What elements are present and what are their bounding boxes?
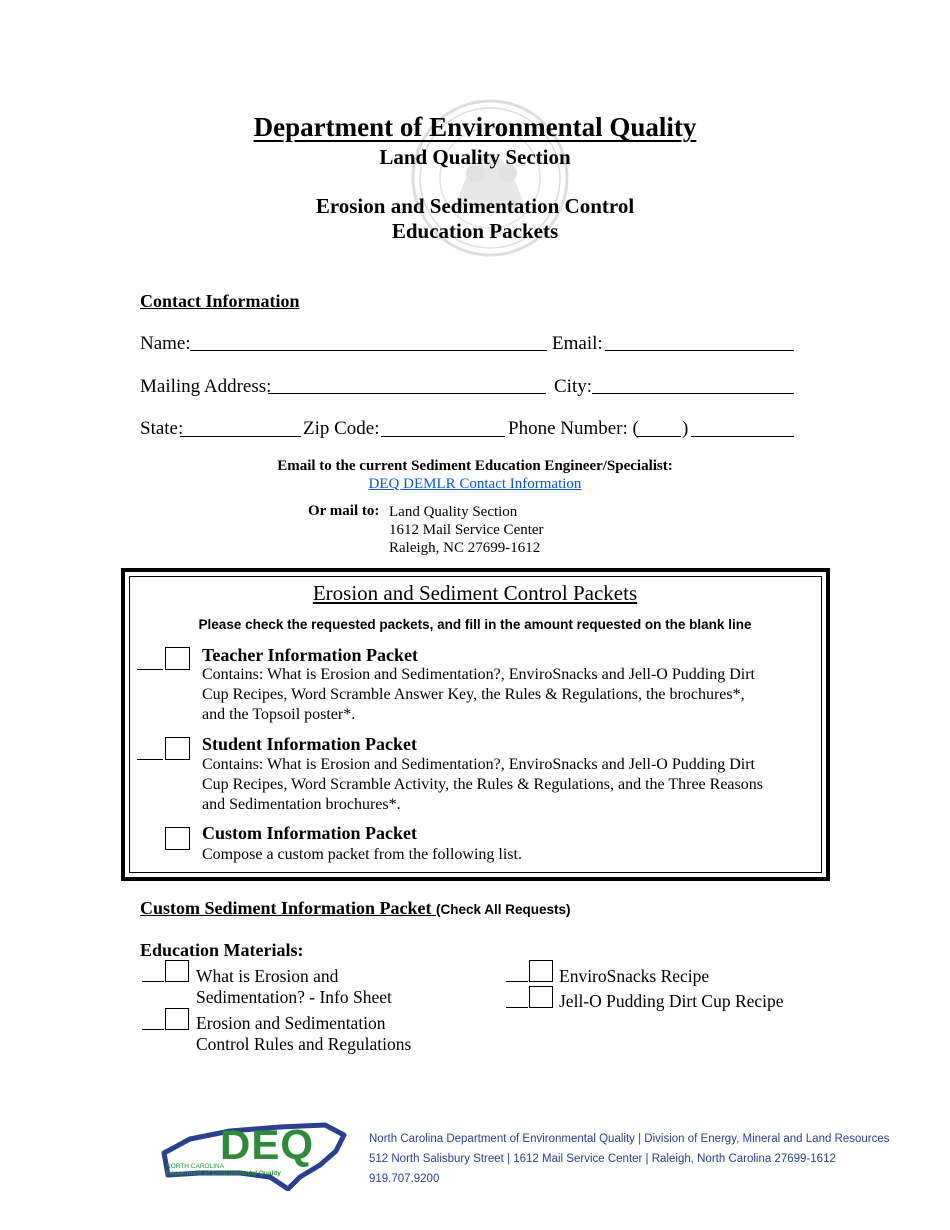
logo-small-line: Department of Environmental Quality [166,1170,281,1177]
subtitle-line-1: Erosion and Sedimentation Control [315,194,635,218]
rules-regulations-label [196,1013,411,1055]
phone-label: Phone Number: ( [508,418,639,439]
item-label-line: What is Erosion and [196,966,339,986]
rules-regulations-quantity[interactable] [142,1029,164,1030]
department-title: Department of Environmental Quality [253,112,697,142]
deq-logo-subtext [166,1163,281,1177]
item-label-line: Sedimentation? - Info Sheet [196,987,392,1007]
info-sheet-label [196,966,392,1008]
footer-line-2: 512 North Salisbury Street | 1612 Mail Service Center | Raleigh, North Carolina 27699-1612 [369,1153,836,1165]
city-label: City: [554,376,593,397]
city-field[interactable] [592,393,794,394]
zip-code-label: Zip Code: [303,418,380,439]
pudding-recipe-label: Jell-O Pudding Dirt Cup Recipe [559,991,784,1011]
custom-section-heading [140,898,571,919]
envirosnacks-quantity[interactable] [506,981,528,982]
email-field[interactable] [605,350,794,351]
education-materials-heading: Education Materials: [140,940,304,960]
teacher-packet-quantity[interactable] [137,669,163,670]
deq-logo-text: DEQ [220,1121,315,1168]
custom-packet-title: Custom Information Packet [202,823,417,843]
subtitle-line-2: Education Packets [391,219,559,243]
rules-regulations-checkbox[interactable] [165,1008,189,1030]
packets-title: Erosion and Sediment Control Packets [312,581,638,605]
name-field[interactable] [190,350,547,351]
teacher-packet-checkbox[interactable] [165,647,190,670]
footer-line-1: North Carolina Department of Environmental Quality | Division of Energy, Mineral and Land Resources [369,1133,890,1145]
contact-info-heading: Contact Information [140,291,300,311]
custom-heading-note: (Check All Requests) [435,902,571,917]
phone-close-paren: ) [682,418,689,439]
logo-small-line: NORTH CAROLINA [166,1163,225,1170]
student-desc-line: Cup Recipes, Word Scramble Activity, the Rules & Regulations, and the Three Reasons [202,776,763,793]
state-field[interactable] [180,436,301,437]
info-sheet-quantity[interactable] [142,981,164,982]
mail-to-label: Or mail to: [308,503,380,519]
student-packet-checkbox[interactable] [165,737,190,760]
section-title: Land Quality Section [379,145,571,169]
mailing-address-block [389,503,544,557]
envirosnacks-label: EnviroSnacks Recipe [559,966,710,986]
address-line-1: Land Quality Section [389,504,518,520]
custom-packet-checkbox[interactable] [165,827,190,850]
item-label-line: Control Rules and Regulations [196,1034,412,1054]
deq-logo [160,1121,348,1191]
document-subtitle [0,194,950,244]
deq-contact-link[interactable]: DEQ DEMLR Contact Information [368,476,582,492]
address-line-2: 1612 Mail Service Center [389,522,544,538]
envirosnacks-checkbox[interactable] [529,960,553,982]
mailing-address-label: Mailing Address: [140,376,272,397]
packets-instruction: Please check the requested packets, and fill in the amount requested on the blank line [198,617,752,632]
teacher-desc-line: Contains: What is Erosion and Sedimentation?, EnviroSnacks and Jell-O Pudding Dirt [202,666,755,683]
email-instruction: Email to the current Sediment Education Engineer/Specialist: [277,458,673,474]
item-label-line: Erosion and Sedimentation [196,1013,386,1033]
pudding-recipe-checkbox[interactable] [529,986,553,1008]
custom-packet-description: Compose a custom packet from the following list. [202,846,522,863]
teacher-packet-description [202,665,755,725]
address-line-3: Raleigh, NC 27699-1612 [389,540,541,556]
student-packet-title: Student Information Packet [202,734,417,754]
phone-area-code-field[interactable] [637,436,681,437]
mailing-address-field[interactable] [268,393,546,394]
teacher-desc-line: Cup Recipes, Word Scramble Answer Key, the Rules & Regulations, the brochures*, [202,686,745,703]
student-desc-line: Contains: What is Erosion and Sedimentation?, EnviroSnacks and Jell-O Pudding Dirt [202,756,755,773]
pudding-recipe-quantity[interactable] [506,1007,528,1008]
custom-heading-text: Custom Sediment Information Packet [140,898,436,918]
state-label: State: [140,418,184,439]
info-sheet-checkbox[interactable] [165,960,189,982]
footer-line-3: 919.707.9200 [369,1173,440,1185]
student-desc-line: and Sedimentation brochures*. [202,796,401,813]
footer-address [369,1129,890,1189]
student-packet-description [202,755,763,815]
name-label: Name: [140,333,191,354]
student-packet-quantity[interactable] [137,759,163,760]
teacher-packet-title: Teacher Information Packet [202,645,418,665]
email-label: Email: [552,333,603,354]
teacher-desc-line: and the Topsoil poster*. [202,706,356,723]
zip-code-field[interactable] [381,436,505,437]
phone-number-field[interactable] [691,436,794,437]
